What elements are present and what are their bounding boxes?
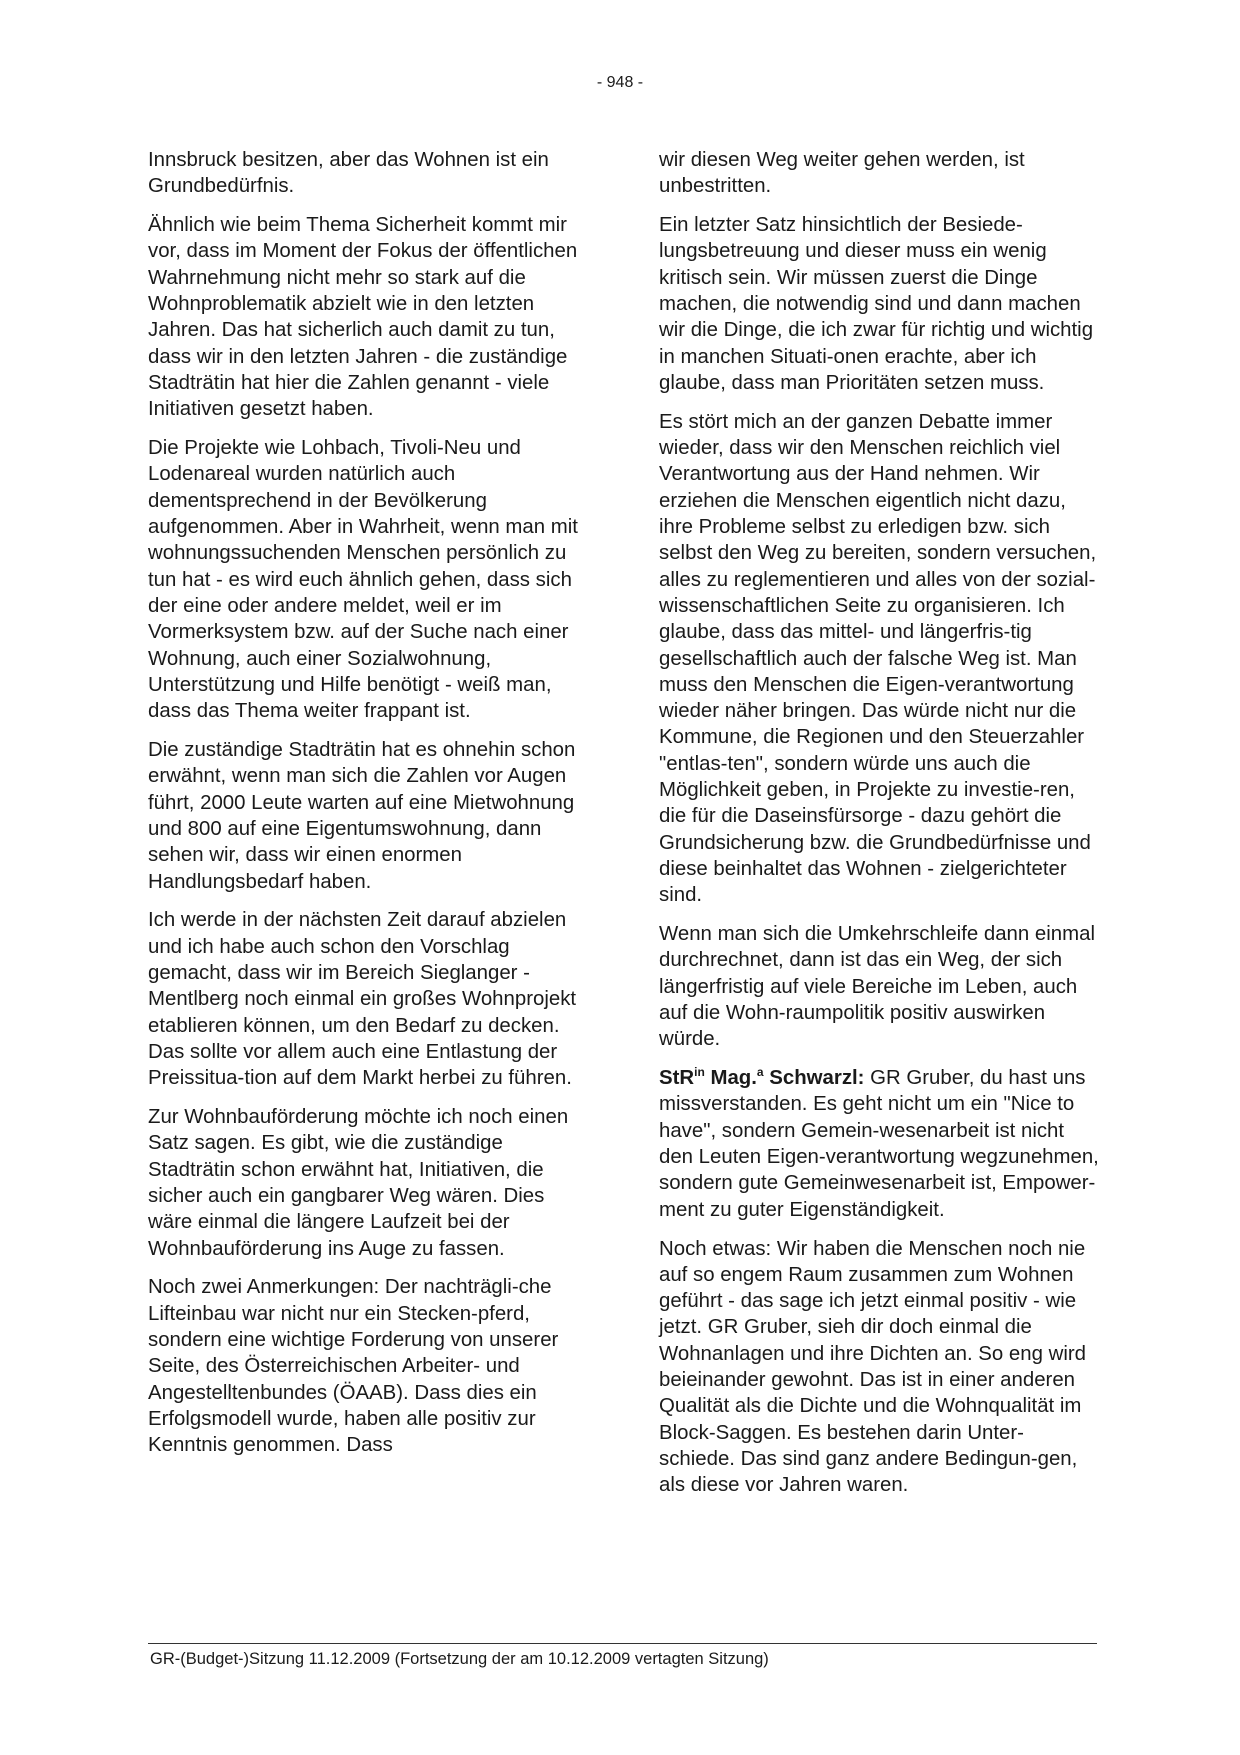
paragraph: Die Projekte wie Lohbach, Tivoli-Neu und Lodenareal wurden natürlich auch dementsprechend in der Bevölkerung aufgenommen. Aber in Wahrheit, wenn man mit wohnungssuchenden Menschen persönlich zu tun hat - es wird euch ähnlich gehen, dass sich der eine oder andere meldet, weil er im Vormerksystem bzw. auf der Suche nach einer Wohnung, auch einer Sozialwohnung, Unterstützung und Hilfe benötigt - weiß man, dass das Thema weiter frappant ist. — [148, 437, 578, 723]
speaker-title-suffix: in — [694, 1065, 705, 1080]
left-column — [148, 147, 588, 1471]
paragraph: Ich werde in der nächsten Zeit darauf abzielen und ich habe auch schon den Vorschlag gemacht, dass wir im Bereich Sieglanger - Mentlberg noch einmal ein großes Wohnprojekt etablieren können, um den Bedarf zu decken. Das sollte vor allem auch eine Entlastung der Preissitua-tion auf dem Markt herbei zu führen. — [148, 909, 577, 1090]
page-number: - 948 - — [596, 74, 644, 91]
speaker-title: StR — [659, 1067, 695, 1090]
paragraph: Wenn man sich die Umkehrschleife dann einmal durchrechnet, dann ist das ein Weg, der sich längerfristig auf viele Bereiche im Leben, auch auf die Wohn-raumpolitik positiv auswirken würde. — [659, 923, 1095, 1051]
speaker-degree: Mag. — [710, 1067, 757, 1090]
paragraph: Ein letzter Satz hinsichtlich der Besiede-lungsbetreuung und dieser muss ein wenig kritisch sein. Wir müssen zuerst die Dinge machen, die notwendig sind und dann machen wir die Dinge, die ich zwar für richtig und wichtig in manchen Situati-onen erachte, aber ich glaube, dass man Prioritäten setzen muss. — [659, 214, 1094, 394]
paragraph: Noch etwas: Wir haben die Menschen noch nie auf so engem Raum zusammen zum Wohnen geführt - das sage ich jetzt einmal positiv - wie jetzt. GR Gruber, sieh dir doch einmal die Wohnanlagen und ihre Dichten an. So eng wird beieinander gewohnt. Das ist in einer anderen Qualität als die Dichte und die Wohnqualität im Block-Saggen. Es bestehen darin Unter-schiede. Das sind ganz andere Bedingun-gen, als diese vor Jahren waren. — [659, 1237, 1086, 1497]
speaker-name: Schwarzl: — [769, 1067, 865, 1090]
paragraph: Innsbruck besitzen, aber das Wohnen ist ein Grundbedürfnis. — [148, 149, 549, 198]
paragraph: Zur Wohnbauförderung möchte ich noch einen Satz sagen. Es gibt, wie die zuständige Stadträtin schon erwähnt hat, Initiativen, die sicher auch ein gangbarer Weg wären. Dies wäre einmal die längere Laufzeit bei der Wohnbauförderung ins Auge zu fassen. — [148, 1106, 569, 1260]
speaker-statement: GR Gruber, du hast uns missverstanden. Es geht nicht um ein "Nice to have", sondern Gemein-wesenarbeit ist nicht den Leuten Eigen-verantwortung wegzunehmen, sondern gute Gemeinwesenarbeit ist, Empower-ment zu guter Eigenständigkeit. — [659, 1067, 1099, 1221]
footer-text: GR-(Budget-)Sitzung 11.12.2009 (Fortsetzung der am 10.12.2009 vertagten Sitzung) — [150, 1650, 769, 1668]
speaker-label — [659, 1067, 864, 1089]
paragraph: Die zuständige Stadträtin hat es ohnehin schon erwähnt, wenn man sich die Zahlen vor Augen führt, 2000 Leute warten auf eine Mietwohnung und 800 auf eine Eigentumswohnung, dann sehen wir, dass wir einen enormen Handlungsbedarf haben. — [148, 739, 576, 893]
paragraph: Es stört mich an der ganzen Debatte immer wieder, dass wir den Menschen reichlich viel Verantwortung aus der Hand nehmen. Wir erziehen die Menschen eigentlich nicht dazu, ihre Probleme selbst zu erledigen bzw. sich selbst den Weg zu bereiten, sondern versuchen, alles zu reglementieren und alles von der sozial-wissenschaftlichen Seite zu organisieren. Ich glaube, dass das mittel- und längerfris-tig gesellschaftlich auch der falsche Weg ist. Man muss den Menschen die Eigen-verantwortung wieder näher bringen. Das würde nicht nur die Kommune, die Regionen und den Steuerzahler "entlas-ten", sondern würde uns auch die Möglichkeit geben, in Projekte zu investie-ren, die für die Daseinsfürsorge - dazu gehört die Grundsicherung bzw. die Grundbedürfnisse und diese beinhaltet das Wohnen - zielgerichteter sind. — [659, 410, 1097, 907]
paragraph: Noch zwei Anmerkungen: Der nachträgli-che Lifteinbau war nicht nur ein Stecken-pferd, sondern eine wichtige Forderung von unserer Seite, des Österreichischen Arbeiter- und Angestelltenbundes (ÖAAB). Dass dies ein Erfolgsmodell wurde, haben alle positiv zur Kenntnis genommen. Dass — [148, 1276, 559, 1457]
footer-divider — [148, 1643, 1097, 1644]
speaker-degree-suffix: a — [756, 1065, 764, 1080]
paragraph: Ähnlich wie beim Thema Sicherheit kommt mir vor, dass im Moment der Fokus der öffentlichen Wahrnehmung nicht mehr so stark auf die Wohnproblematik abzielt wie in den letzten Jahren. Das hat sicherlich auch damit zu tun, dass wir in den letzten Jahren - die zuständige Stadträtin hat hier die Zahlen genannt - viele Initiativen gesetzt haben. — [148, 214, 578, 421]
right-column — [659, 147, 1099, 1511]
paragraph: wir diesen Weg weiter gehen werden, ist unbestritten. — [659, 149, 1025, 198]
speaker-paragraph — [659, 1065, 1099, 1223]
